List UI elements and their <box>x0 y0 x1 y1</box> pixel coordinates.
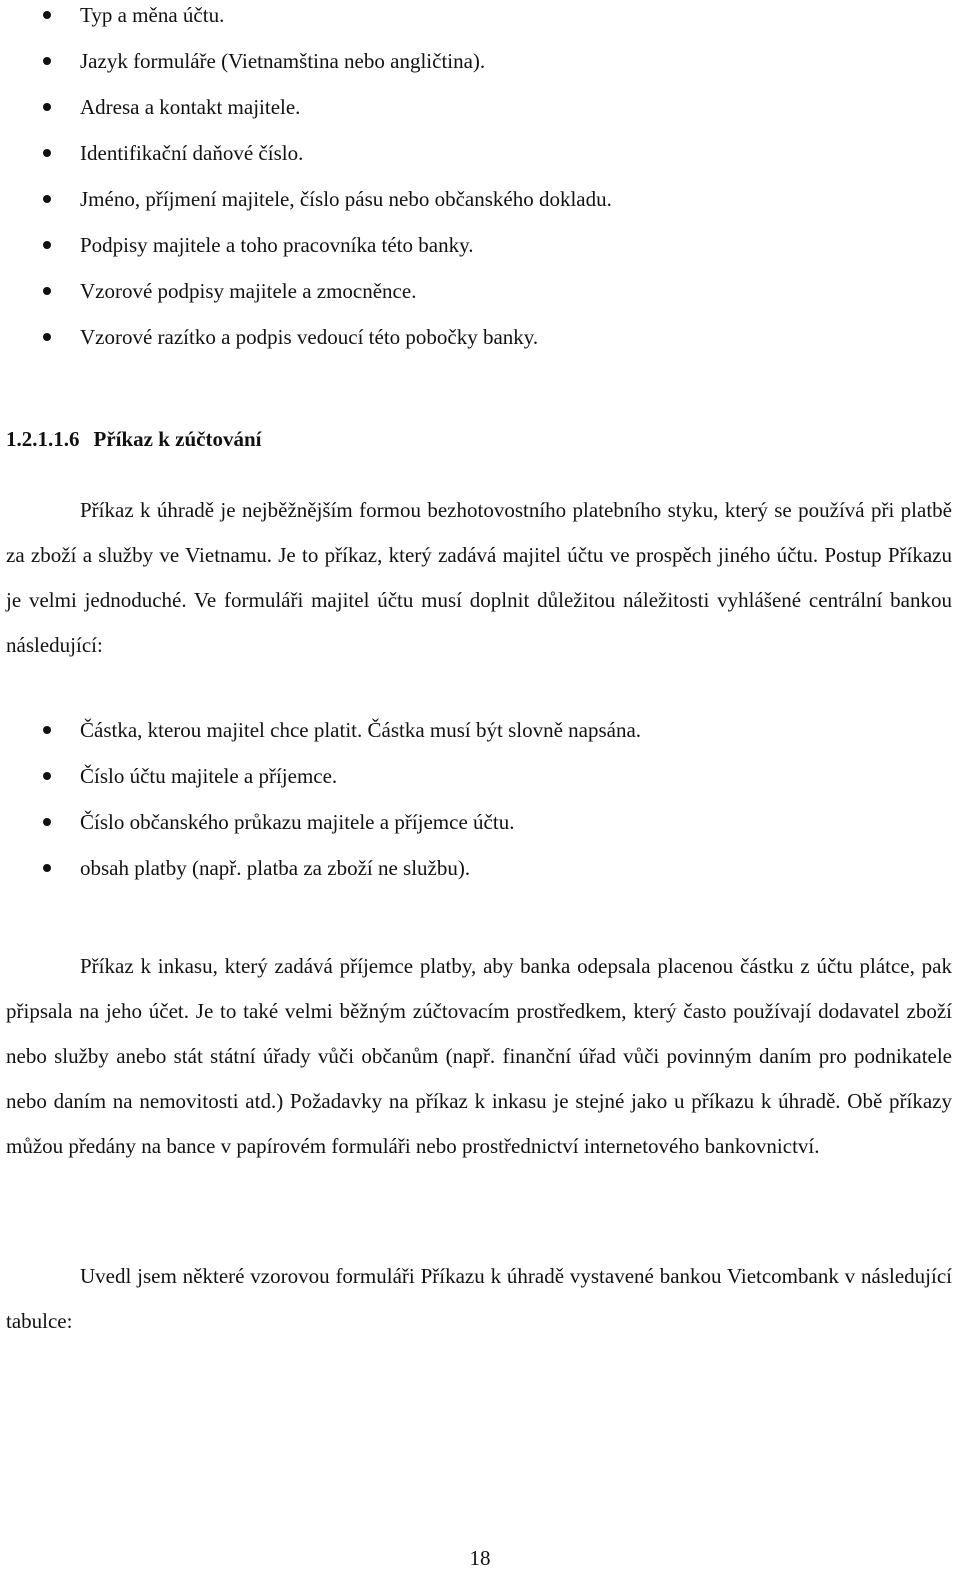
list-item <box>0 761 960 807</box>
section-title: Příkaz k zúčtování <box>93 427 262 451</box>
bullet-icon <box>43 57 51 65</box>
account-requirements-list <box>0 0 960 368</box>
list-item-text: obsah platby (např. platba za zboží ne službu). <box>80 856 471 880</box>
list-item-text: Typ a měna účtu. <box>80 3 225 27</box>
bullet-icon <box>43 818 51 826</box>
list-item <box>0 0 960 46</box>
bullet-icon <box>43 864 51 872</box>
list-item-text: Adresa a kontakt majitele. <box>80 95 301 119</box>
list-item-text: Jazyk formuláře (Vietnamština nebo angličtina). <box>80 49 486 73</box>
bullet-icon <box>43 11 51 19</box>
page-number: 18 <box>469 1546 491 1570</box>
payment-order-items-list <box>0 715 960 899</box>
list-item <box>0 853 960 899</box>
list-item <box>0 322 960 368</box>
list-item-text: Identifikační daňové číslo. <box>80 141 304 165</box>
paragraph-text: Příkaz k inkasu, který zadává příjemce platby, aby banka odepsala placenou částku z účtu plátce, pak připsala na jeho účet. Je to také velmi běžným zúčtovacím prostředkem, který často používají dodavatel zboží nebo služby anebo stát státní úřady vůči občanům (např. finanční úřad vůči povinným daním pro podnikatele nebo daním na nemovitosti atd.) Požadavky na příkaz k inkasu je stejné jako u příkazu k úhradě. Obě příkazy můžou předány na bance v papírovém formuláři nebo prostřednictví internetového bankovnictví. <box>6 954 952 1158</box>
list-item <box>0 807 960 853</box>
list-item <box>0 276 960 322</box>
list-item <box>0 92 960 138</box>
list-item-text: Číslo občanského průkazu majitele a příjemce účtu. <box>80 810 515 834</box>
list-item <box>0 46 960 92</box>
bullet-icon <box>43 333 51 341</box>
list-item <box>0 230 960 276</box>
list-item <box>0 138 960 184</box>
list-item-text: Jméno, příjmení majitele, číslo pásu nebo občanského dokladu. <box>80 187 612 211</box>
bullet-icon <box>43 726 51 734</box>
bullet-icon <box>43 149 51 157</box>
bullet-icon <box>43 772 51 780</box>
section-heading <box>6 424 262 454</box>
bullet-icon <box>43 195 51 203</box>
list-item-text: Podpisy majitele a toho pracovníka této banky. <box>80 233 474 257</box>
bullet-icon <box>43 103 51 111</box>
bullet-icon <box>43 241 51 249</box>
section-number: 1.2.1.1.6 <box>6 427 80 451</box>
paragraph-collection-order <box>6 944 952 1169</box>
list-item-text: Číslo účtu majitele a příjemce. <box>80 764 338 788</box>
bullet-icon <box>43 287 51 295</box>
list-item-text: Vzorové podpisy majitele a zmocněnce. <box>80 279 417 303</box>
list-item-text: Vzorové razítko a podpis vedoucí této pobočky banky. <box>80 325 539 349</box>
paragraph-payment-order <box>6 488 952 668</box>
list-item <box>0 715 960 761</box>
paragraph-text: Příkaz k úhradě je nejběžnějším formou bezhotovostního platebního styku, který se používá při platbě za zboží a služby ve Vietnamu. Je to příkaz, který zadává majitel účtu ve prospěch jiného účtu. Postup Příkazu je velmi jednoduché. Ve formuláři majitel účtu musí doplnit důležitou náležitosti vyhlášené centrální bankou následující: <box>6 498 952 657</box>
list-item <box>0 184 960 230</box>
paragraph-text: Uvedl jsem některé vzorovou formuláři Příkazu k úhradě vystavené bankou Vietcombank v následující tabulce: <box>6 1264 952 1333</box>
list-item-text: Částka, kterou majitel chce platit. Částka musí být slovně napsána. <box>80 718 642 742</box>
paragraph-table-intro <box>6 1254 952 1344</box>
